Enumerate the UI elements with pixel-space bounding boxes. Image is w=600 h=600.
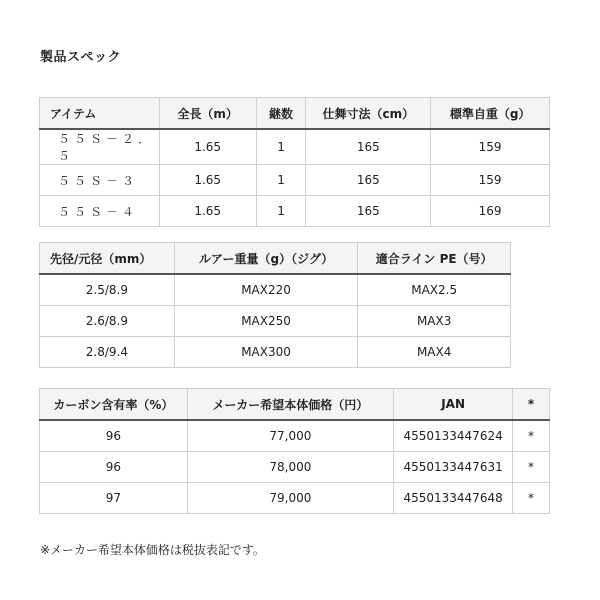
spec-title: 製品スペック <box>40 50 122 65</box>
column-header-lure-weight: ルアー重量（g）（ジグ） <box>174 243 358 275</box>
table-row <box>40 452 550 483</box>
table-row <box>40 274 511 306</box>
table-header-row <box>40 243 511 275</box>
column-header-price: メーカー希望本体価格（円） <box>187 389 393 421</box>
table-row <box>40 129 550 165</box>
cell-item: ５５Ｓ－４ <box>40 196 160 227</box>
table-header-row <box>40 389 550 421</box>
cell-pieces: 1 <box>256 165 306 196</box>
cell-carbon: 96 <box>40 420 188 452</box>
cell-price: 78,000 <box>187 452 393 483</box>
cell-tip-butt: 2.6/8.9 <box>40 306 175 337</box>
table-row <box>40 165 550 196</box>
cell-weight: 159 <box>431 165 550 196</box>
column-header-weight: 標準自重（g） <box>431 98 550 130</box>
cell-closed-length: 165 <box>306 196 431 227</box>
cell-closed-length: 165 <box>306 129 431 165</box>
cell-jan: 4550133447624 <box>394 420 513 452</box>
cell-carbon: 97 <box>40 483 188 514</box>
cell-length: 1.65 <box>159 129 256 165</box>
cell-lure-weight: MAX220 <box>174 274 358 306</box>
cell-tip-butt: 2.5/8.9 <box>40 274 175 306</box>
cell-length: 1.65 <box>159 165 256 196</box>
price-note: ※メーカー希望本体価格は税抜表記です。 <box>40 543 265 557</box>
spec-table-price <box>39 388 550 514</box>
table-row <box>40 483 550 514</box>
cell-jan: 4550133447648 <box>394 483 513 514</box>
cell-line: MAX2.5 <box>358 274 511 306</box>
cell-price: 77,000 <box>187 420 393 452</box>
cell-pieces: 1 <box>256 129 306 165</box>
cell-mark: * <box>513 420 550 452</box>
cell-item: ５５Ｓ－２．５ <box>40 129 160 165</box>
cell-weight: 159 <box>431 129 550 165</box>
spec-table-basic <box>39 97 550 227</box>
table-row <box>40 196 550 227</box>
column-header-closed-length: 仕舞寸法（cm） <box>306 98 431 130</box>
cell-item: ５５Ｓ－３ <box>40 165 160 196</box>
column-header-item: アイテム <box>40 98 160 130</box>
cell-lure-weight: MAX300 <box>174 337 358 368</box>
column-header-jan: JAN <box>394 389 513 421</box>
table-row <box>40 337 511 368</box>
cell-lure-weight: MAX250 <box>174 306 358 337</box>
column-header-line: 適合ライン PE（号） <box>358 243 511 275</box>
cell-mark: * <box>513 452 550 483</box>
column-header-carbon: カーボン含有率（%） <box>40 389 188 421</box>
cell-mark: * <box>513 483 550 514</box>
column-header-length: 全長（m） <box>159 98 256 130</box>
spec-table-lure <box>39 242 511 368</box>
column-header-pieces: 継数 <box>256 98 306 130</box>
cell-carbon: 96 <box>40 452 188 483</box>
column-header-tip-butt: 先径/元径（mm） <box>40 243 175 275</box>
table-header-row <box>40 98 550 130</box>
table-row <box>40 420 550 452</box>
cell-line: MAX3 <box>358 306 511 337</box>
table-row <box>40 306 511 337</box>
cell-pieces: 1 <box>256 196 306 227</box>
cell-weight: 169 <box>431 196 550 227</box>
cell-line: MAX4 <box>358 337 511 368</box>
cell-price: 79,000 <box>187 483 393 514</box>
cell-tip-butt: 2.8/9.4 <box>40 337 175 368</box>
cell-length: 1.65 <box>159 196 256 227</box>
cell-closed-length: 165 <box>306 165 431 196</box>
column-header-mark: * <box>513 389 550 421</box>
cell-jan: 4550133447631 <box>394 452 513 483</box>
